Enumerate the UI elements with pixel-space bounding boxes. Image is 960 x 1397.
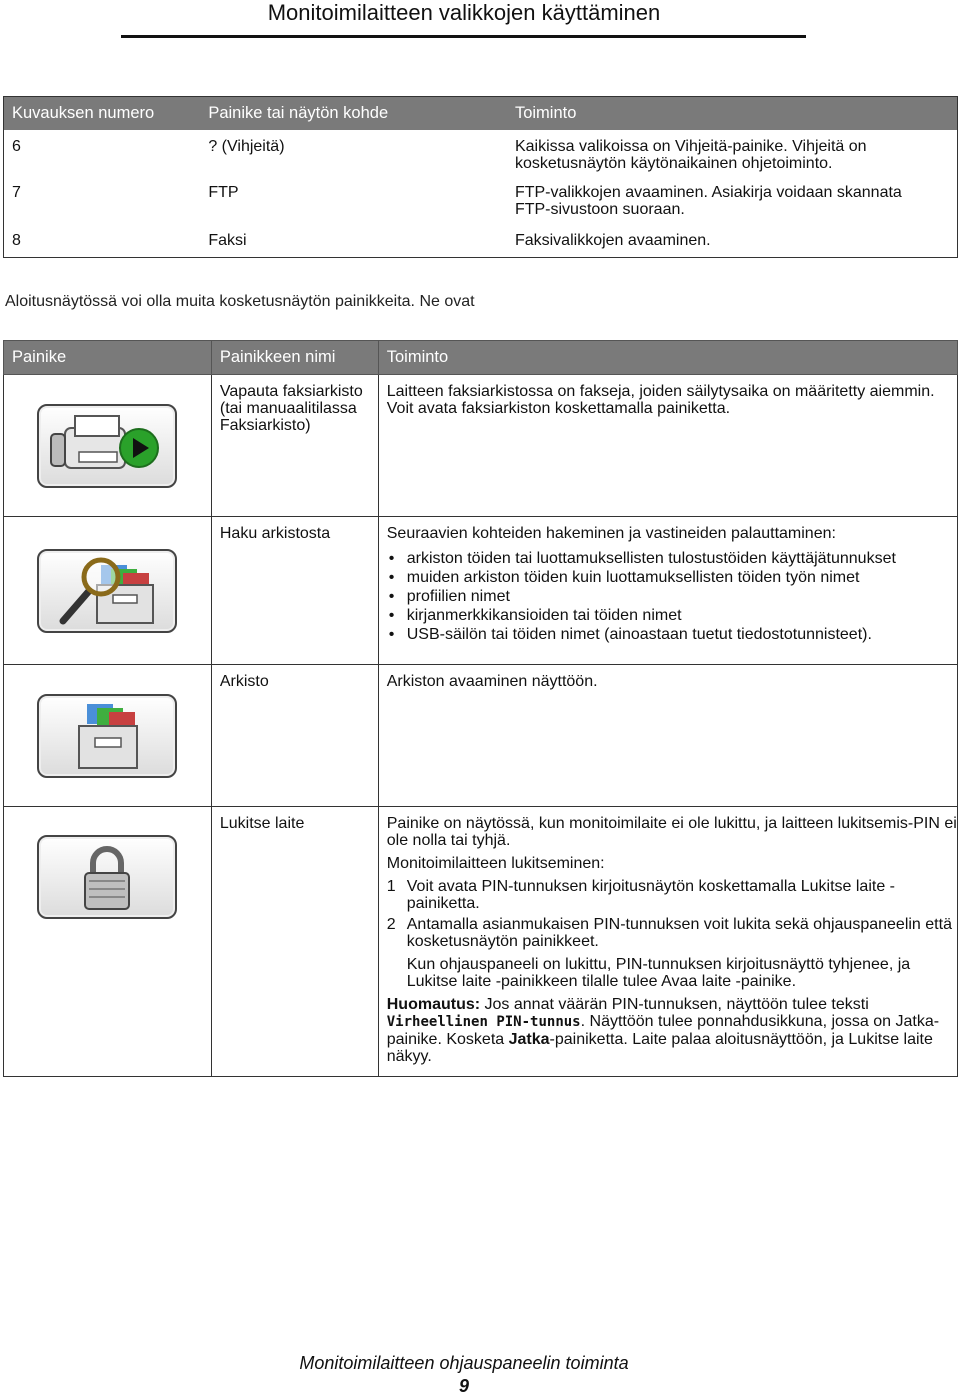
table-header-row — [4, 341, 958, 375]
step-text: Voit avata PIN-tunnuksen kirjoitusnäytön koskettamalla Lukitse laite -painiketta. — [406, 878, 895, 912]
button-description: Arkiston avaaminen näyttöön. — [378, 665, 957, 807]
button-description: Laitteen faksiarkistossa on fakseja, joiden säilytysaika on määritetty aiemmin. Voit avata faksiarkiston koskettamalla painiketta. — [378, 375, 957, 517]
table-row — [4, 176, 958, 224]
step-text: Antamalla asianmukaisen PIN-tunnuksen voit lukita sekä ohjauspaneelin että kosketusnäytön painikkeet. — [406, 916, 952, 950]
note-paragraph — [387, 996, 957, 1065]
list-item — [387, 916, 957, 950]
note-label: Huomautus: — [386, 996, 481, 1013]
buttons-table — [3, 340, 958, 1077]
table-header-row — [4, 97, 958, 131]
row-description: FTP-valikkojen avaaminen. Asiakirja voidaan skannata FTP-sivustoon suoraan. — [514, 184, 902, 218]
criteria-list — [387, 550, 957, 643]
icon-cell — [4, 375, 212, 517]
title-rule — [121, 35, 806, 38]
header-number: Kuvauksen numero — [4, 97, 201, 131]
icon-cell — [4, 807, 212, 1077]
header-function: Toiminto — [378, 341, 957, 375]
table-row — [4, 130, 958, 176]
list-item: • USB-säilön tai töiden nimet (ainoastaan tuetut tiedostotunnisteet). — [387, 626, 957, 643]
search-held-jobs-icon — [37, 549, 177, 633]
description-lead: Seuraavien kohteiden hakeminen ja vastineiden palauttaminen: — [386, 525, 836, 542]
button-name: Lukitse laite — [211, 807, 378, 1077]
row-number: 6 — [12, 138, 21, 155]
steps-intro: Monitoimilaitteen lukitseminen: — [386, 855, 605, 872]
fax-release-icon — [37, 404, 177, 488]
list-item: • profiilien nimet — [387, 588, 957, 605]
table-row — [4, 665, 958, 807]
step-number: 1 — [386, 878, 396, 895]
button-name: Haku arkistosta — [211, 517, 378, 665]
header-button: Painike — [4, 341, 212, 375]
icon-cell — [4, 665, 212, 807]
row-number: 8 — [12, 232, 21, 249]
row-item: Faksi — [208, 232, 247, 249]
note-code: Virheellinen PIN-tunnus — [386, 1014, 581, 1030]
header-button-name: Painikkeen nimi — [211, 341, 378, 375]
list-item — [387, 878, 957, 912]
list-item: • kirjanmerkkikansioiden tai töiden nimet — [387, 607, 957, 624]
note-text: Jos annat väärän PIN-tunnuksen, näyttöön tulee teksti — [480, 996, 869, 1013]
description-paragraph: Painike on näytössä, kun monitoimilaite ei ole lukittu, ja laitteen lukitsemis-PIN ei ole nolla tai tyhjä. — [386, 815, 957, 849]
padlock-icon — [37, 835, 177, 919]
note-text: -painiketta. Laite palaa aloitusnäyttöön, ja Lukitse laite näkyy. — [386, 1031, 933, 1065]
footer-section-title: Monitoimilaitteen ohjauspaneelin toiminta — [299, 1353, 629, 1373]
button-name: Vapauta faksiarkisto (tai manuaalitilassa Faksiarkisto) — [211, 375, 378, 517]
note-text: . Näyttöön tulee ponnahdusikkuna, jossa on Jatka-painike. Kosketa — [386, 1013, 940, 1048]
list-item: • muiden arkiston töiden kuin luottamuksellisten töiden työn nimet — [387, 569, 957, 586]
table-row — [4, 224, 958, 257]
row-number: 7 — [12, 184, 21, 201]
description-table — [3, 96, 958, 258]
button-name: Arkisto — [211, 665, 378, 807]
page-title: Monitoimilaitteen valikkojen käyttäminen — [267, 0, 661, 25]
header-item: Painike tai näytön kohde — [200, 97, 507, 131]
icon-cell — [4, 517, 212, 665]
table-row — [4, 807, 958, 1077]
step-number: 2 — [386, 916, 396, 933]
note-bold: Jatka — [508, 1031, 550, 1048]
row-description: Faksivalikkojen avaaminen. — [514, 232, 711, 249]
button-description — [378, 807, 957, 1077]
held-jobs-icon — [37, 694, 177, 778]
steps-list — [387, 878, 957, 950]
intro-text: Aloitusnäytössä voi olla muita kosketusnäytön painikkeita. Ne ovat — [5, 293, 475, 310]
row-item: ? (Vihjeitä) — [208, 138, 285, 155]
step-note: Kun ohjauspaneeli on lukittu, PIN-tunnuksen kirjoitusnäyttö tyhjenee, ja Lukitse laite -painikkeen tilalle tulee Avaa laite -painike. — [406, 956, 911, 990]
list-item: • arkiston töiden tai luottamuksellisten tulostustöiden käyttäjätunnukset — [387, 550, 957, 567]
row-item: FTP — [208, 184, 239, 201]
button-description — [378, 517, 957, 665]
row-description: Kaikissa valikoissa on Vihjeitä-painike. Vihjeitä on kosketusnäytön käytönaikainen ohjetoiminto. — [514, 138, 867, 172]
table-row — [4, 517, 958, 665]
header-function: Toiminto — [507, 97, 958, 131]
table-row — [4, 375, 958, 517]
page-number: 9 — [458, 1376, 469, 1396]
